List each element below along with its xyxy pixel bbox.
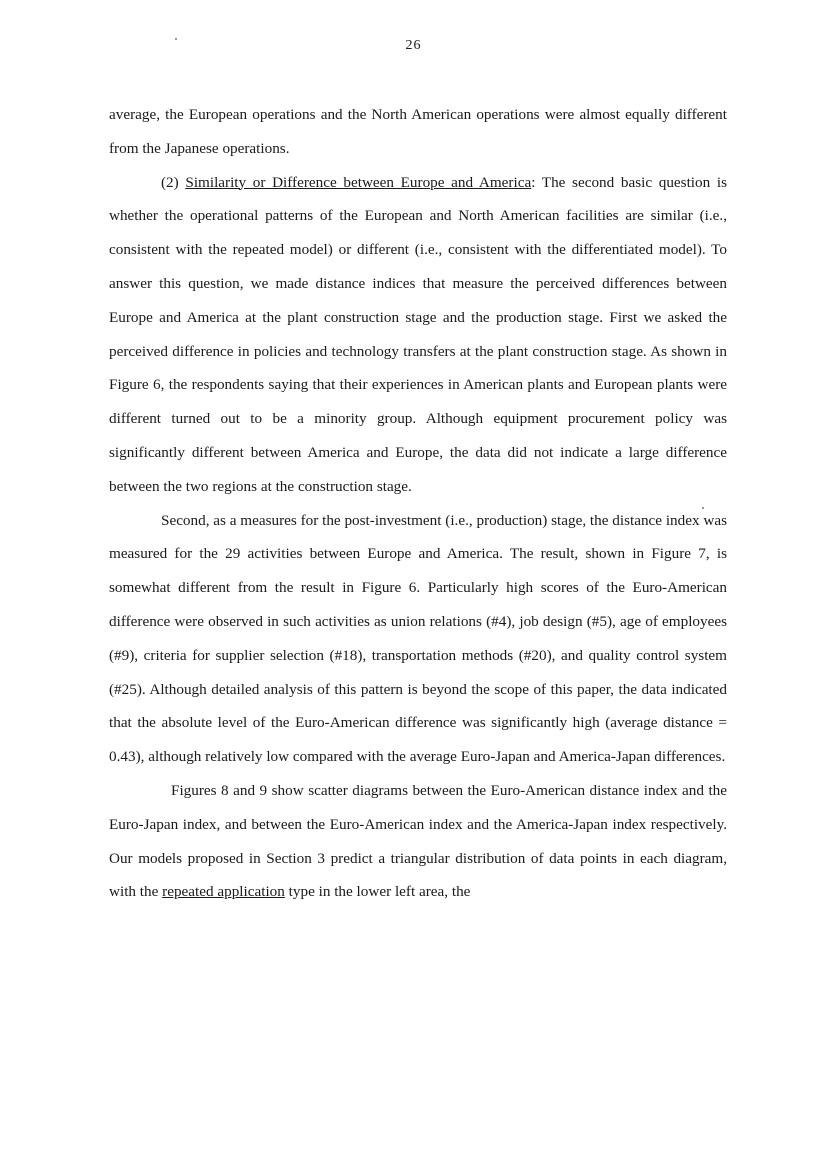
paragraph-body-end: type in the lower left area, the [284,883,471,901]
paragraph-similarity-question [109,166,727,504]
paragraph-post-investment: Second, as a measures for the post-investment (i.e., production) stage, the distance index was measured for the 29 activities between Europe and America. The result, shown in Figure 7, is somewhat different from the result in Figure 6. Particularly high scores of the Euro-American difference were observed in such activities as union relations (#4), job design (#5), age of employees (#9), criteria for supplier selection (#18), transportation methods (#20), and quality control system (#25). Although detailed analysis of this pattern is beyond the scope of this paper, the data indicated that the absolute level of the Euro-American difference was significantly high (average distance = 0.43), although relatively low compared with the average Euro-Japan and America-Japan differences. [109,511,727,766]
paragraph-body-start: Figures 8 and 9 show scatter diagrams between the Euro-American distance index and the Euro-Japan index, and between the Euro-American index and the America-Japan index respectively. Our models proposed in Section 3 predict a triangular distribution of data points in each diagram, with the [109,781,727,901]
page-number: 26 [405,38,422,53]
paragraph-scatter-diagrams [109,774,727,909]
paragraph-body: : The second basic question is whether the operational patterns of the European and North American facilities are similar (i.e., consistent with the repeated model) or different (i.e., consistent with the differentiated model). To answer this question, we made distance indices that measure the perceived differences between Europe and America at the plant construction stage and the production stage. First we asked the perceived difference in policies and technology transfers at the plant construction stage. As shown in Figure 6, the respondents saying that their experiences in American plants and European plants were different turned out to be a minority group. Although equipment procurement policy was significantly different between America and Europe, the data did not indicate a large difference between the two regions at the construction stage. [109,173,727,495]
scan-speck [175,38,177,40]
scan-speck [702,507,704,509]
repeated-application-term: repeated application [162,883,285,901]
section-number: (2) [161,173,186,191]
document-body [109,98,727,909]
paragraph-continuation: average, the European operations and the North American operations were almost equally different from the Japanese operations. [109,106,727,157]
section-heading: Similarity or Difference between Europe and America [185,173,532,191]
